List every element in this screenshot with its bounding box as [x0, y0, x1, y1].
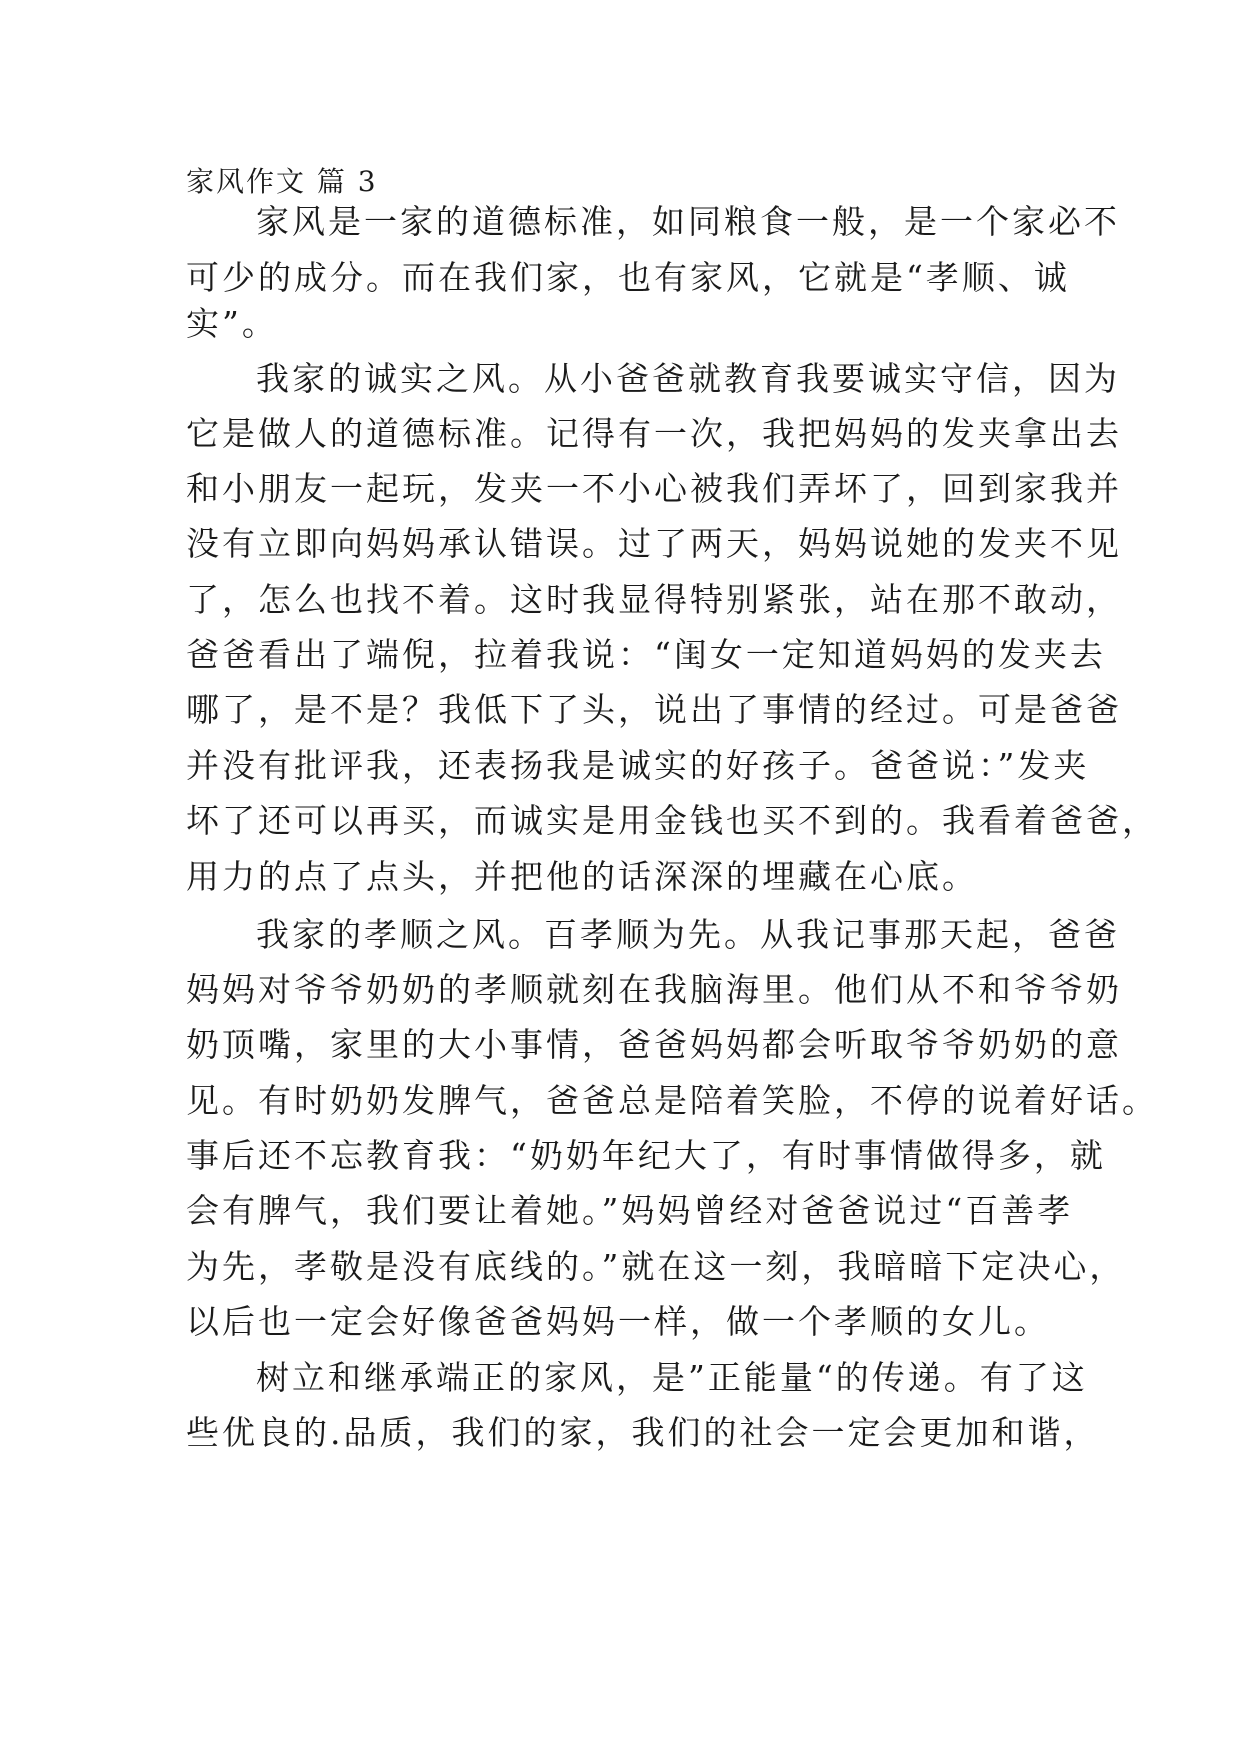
- paragraph-2-line-6: 爸爸看出了端倪，拉着我说：“闺女一定知道妈妈的发夹去: [186, 635, 1106, 674]
- paragraph-2-line-2: 它是做人的道德标准。记得有一次，我把妈妈的发夹拿出去: [186, 414, 1122, 453]
- paragraph-2-line-10: 用力的点了点头，并把他的话深深的埋藏在心底。: [186, 857, 978, 896]
- paragraph-1-line-2: 可少的成分。而在我们家，也有家风，它就是“孝顺、诚: [186, 258, 1070, 297]
- paragraph-3-line-2: 妈妈对爷爷奶奶的孝顺就刻在我脑海里。他们从不和爷爷奶: [186, 970, 1122, 1009]
- paragraph-2-line-3: 和小朋友一起玩，发夹一不小心被我们弄坏了，回到家我并: [186, 469, 1122, 508]
- paragraph-1-line-1: 家风是一家的道德标准，如同粮食一般，是一个家必不: [256, 202, 1120, 241]
- paragraph-2-line-9: 坏了还可以再买，而诚实是用金钱也买不到的。我看着爸爸，: [186, 801, 1158, 840]
- paragraph-3-line-1: 我家的孝顺之风。百孝顺为先。从我记事那天起，爸爸: [256, 915, 1120, 954]
- paragraph-4-line-2: 些优良的.品质，我们的家，我们的社会一定会更加和谐，: [186, 1413, 1100, 1452]
- paragraph-2-line-8: 并没有批评我，还表扬我是诚实的好孩子。爸爸说：”发夹: [186, 746, 1090, 785]
- paragraph-4-line-1: 树立和继承端正的家风，是”正能量“的传递。有了这: [256, 1358, 1088, 1397]
- paragraph-3-line-4: 见。有时奶奶发脾气，爸爸总是陪着笑脸，不停的说着好话。: [186, 1081, 1158, 1120]
- paragraph-3-line-8: 以后也一定会好像爸爸妈妈一样，做一个孝顺的女儿。: [186, 1302, 1050, 1341]
- paragraph-3-line-6: 会有脾气，我们要让着她。”妈妈曾经对爸爸说过“百善孝: [186, 1191, 1074, 1230]
- paragraph-3-line-3: 奶顶嘴，家里的大小事情，爸爸妈妈都会听取爷爷奶奶的意: [186, 1025, 1122, 1064]
- paragraph-2-line-5: 了，怎么也找不着。这时我显得特别紧张，站在那不敢动，: [186, 580, 1122, 619]
- paragraph-2-line-4: 没有立即向妈妈承认错误。过了两天，妈妈说她的发夹不见: [186, 524, 1122, 563]
- paragraph-2-line-1: 我家的诚实之风。从小爸爸就教育我要诚实守信，因为: [256, 359, 1120, 398]
- paragraph-2-line-7: 哪了，是不是？我低下了头，说出了事情的经过。可是爸爸: [186, 690, 1122, 729]
- paragraph-1-line-3: 实”。: [186, 304, 278, 343]
- paragraph-3-line-7: 为先，孝敬是没有底线的。”就在这一刻，我暗暗下定决心，: [186, 1247, 1126, 1286]
- paragraph-3-line-5: 事后还不忘教育我：“奶奶年纪大了，有时事情做得多，就: [186, 1136, 1106, 1175]
- document-heading: 家风作文 篇 3: [186, 165, 378, 198]
